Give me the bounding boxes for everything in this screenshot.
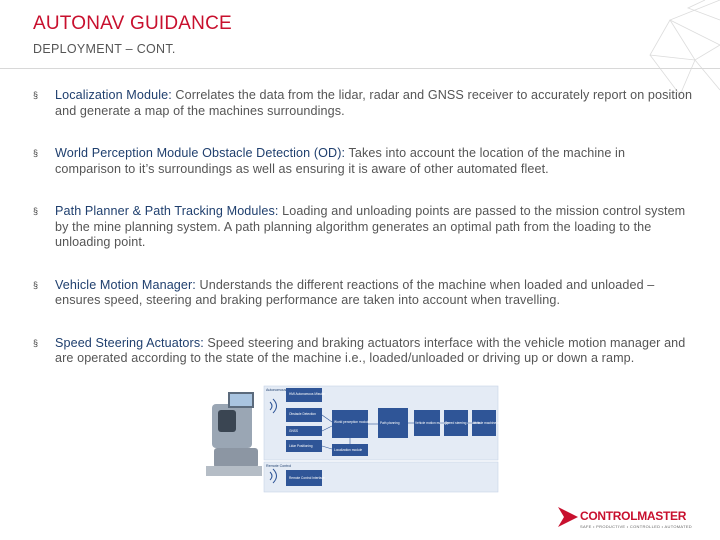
page-title: AUTONAV GUIDANCE	[33, 13, 232, 34]
svg-text:HMI Autonomous Mission: HMI Autonomous Mission	[289, 392, 326, 396]
box-world-perception	[332, 410, 368, 438]
bullet-lead: Speed Steering Actuators:	[55, 335, 204, 350]
bullet-item	[33, 336, 693, 367]
bullet-text: Correlates the data from the lidar, radar and GNSS receiver to accurately report on position and generate a map of the machines surroundings.	[55, 88, 693, 118]
svg-text:Vehicle machine control: Vehicle machine control	[473, 421, 507, 425]
logo-mark-icon	[558, 507, 578, 527]
bullet-lead: Vehicle Motion Manager:	[55, 277, 196, 292]
svg-text:Obstacle Detection: Obstacle Detection	[289, 412, 316, 416]
bullet-list	[33, 88, 693, 367]
svg-text:Path planning: Path planning	[380, 421, 400, 425]
bullet-marker: §	[33, 279, 39, 290]
bullet-marker: §	[33, 90, 39, 100]
bullet-item	[33, 204, 693, 251]
svg-text:Vehicle motion manager: Vehicle motion manager	[415, 421, 450, 425]
svg-text:Lidar Positioning: Lidar Positioning	[289, 444, 313, 448]
bullet-text: Speed steering and braking actuators interface with the vehicle motion manager and are operated according to the state of the machine i.e., loaded/unloaded or driving up or down a ramp.	[55, 335, 686, 365]
svg-text:GNSS: GNSS	[289, 429, 299, 433]
bullet-lead: World Perception Module Obstacle Detection (OD):	[55, 146, 346, 160]
logo-wordmark	[580, 509, 686, 523]
logo-word-master: MASTER	[637, 509, 687, 523]
bullet-marker: §	[33, 337, 39, 348]
bullet-lead: Path Planner & Path Tracking Modules:	[55, 204, 279, 218]
bullet-marker: §	[33, 148, 39, 158]
bullet-item	[33, 88, 693, 119]
bullet-marker: §	[33, 206, 39, 216]
bullet-text: Takes into account the location of the machine in comparison to it’s surroundings as well as ensuring it is aware of other automated fleet.	[55, 146, 626, 176]
svg-text:Speed steering actuators: Speed steering actuators	[445, 421, 481, 425]
svg-text:Remote Control Interface: Remote Control Interface	[289, 476, 325, 480]
svg-text:World perception module: World perception module	[334, 420, 370, 424]
remote-control-label: Remote Control	[266, 464, 292, 468]
autonomous-label: Autonomous	[266, 388, 287, 392]
bullet-lead: Localization Module:	[55, 88, 172, 102]
bullet-item	[33, 146, 693, 177]
header-divider	[0, 68, 720, 69]
controlmaster-logo	[558, 505, 708, 535]
bullet-item	[33, 278, 693, 309]
page-subtitle: DEPLOYMENT – CONT.	[33, 42, 176, 56]
svg-text:Localization module: Localization module	[334, 448, 363, 452]
logo-word-control: CONTROL	[580, 509, 638, 523]
logo-tagline: SAFE • PRODUCTIVE • CONTROLLED • AUTOMATED	[580, 524, 692, 529]
bullet-text: Loading and unloading points are passed to the mission control system by the mine planning system. A path planning algorithm generates an optimal path from the loading to the unloading point.	[55, 204, 686, 249]
autonav-system-diagram	[204, 382, 507, 494]
bullet-text: Understands the different reactions of the machine when loaded and unloaded – ensures speed, steering and braking performance are taken into account when travelling.	[55, 277, 655, 307]
